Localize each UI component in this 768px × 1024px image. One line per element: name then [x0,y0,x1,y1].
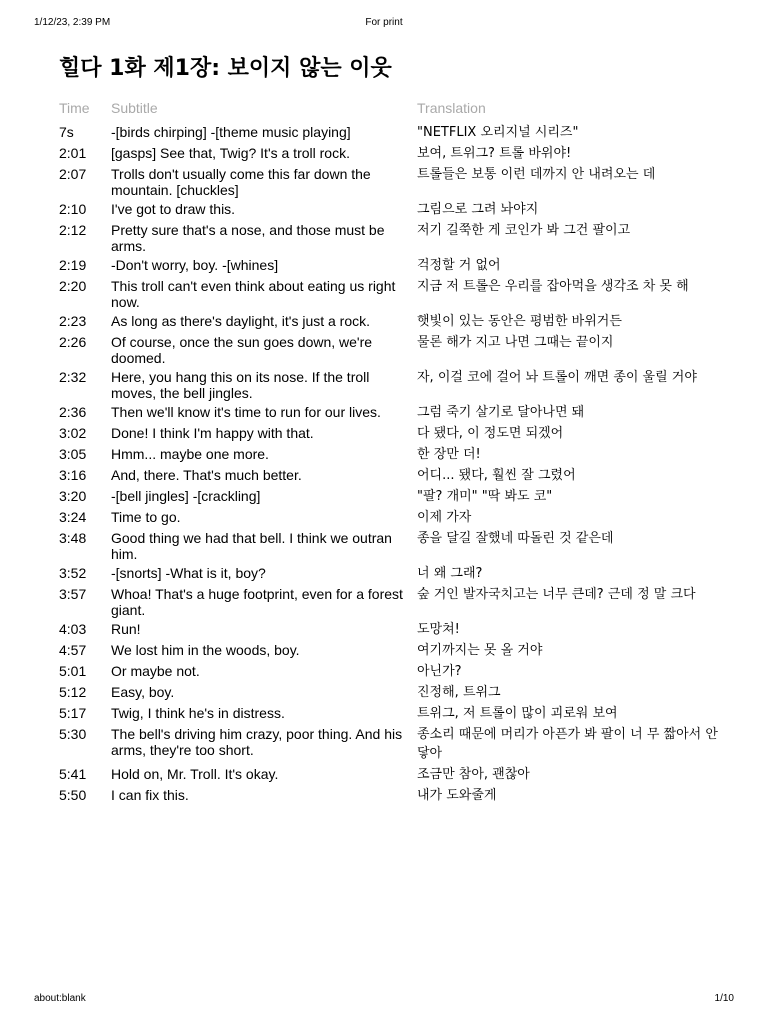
table-row [59,682,719,703]
time-cell: 3:05 [59,446,87,462]
subtitle-cell: Run! [111,621,141,637]
subtitle-cell: Good thing we had that bell. I think we outran him. [111,530,392,562]
print-url: about:blank [34,993,86,1004]
subtitle-cell: -[birds chirping] -[theme music playing] [111,124,351,140]
table-row [59,724,719,764]
translation-cell: 여기까지는 못 올 거야 [417,643,543,658]
subtitle-cell: Of course, once the sun goes down, we're doomed. [111,334,373,366]
time-cell: 2:07 [59,166,87,182]
subtitle-cell: I've got to draw this. [111,201,236,217]
subtitle-cell: We lost him in the woods, boy. [111,642,300,658]
table-row [59,465,719,486]
table-row [59,255,719,276]
table-row [59,276,719,311]
time-cell: 5:41 [59,766,87,782]
table-row [59,199,719,220]
subtitle-cell: -[snorts] -What is it, boy? [111,565,266,581]
subtitle-cell: Twig, I think he's in distress. [111,705,285,721]
translation-cell: 트위그, 저 트롤이 많이 괴로워 보여 [417,706,618,721]
time-cell: 3:52 [59,565,87,581]
time-cell: 2:26 [59,334,87,350]
subtitle-table [59,100,719,806]
time-cell: 3:16 [59,467,87,483]
time-cell: 4:57 [59,642,87,658]
print-datetime: 1/12/23, 2:39 PM [34,17,111,28]
translation-cell: 어디... 됐다, 훨씬 잘 그렸어 [417,468,576,483]
table-row [59,785,719,806]
translation-cell: 너 왜 그래? [417,566,483,581]
translation-cell: 햇빛이 있는 동안은 평범한 바위거든 [417,314,622,329]
time-cell: 2:12 [59,222,87,238]
subtitle-cell: Time to go. [111,509,181,525]
time-cell: 3:20 [59,488,87,504]
time-cell: 2:01 [59,145,87,161]
column-header-translation: Translation [417,100,486,116]
translation-cell: 숲 거인 발자국치고는 너무 큰데? 근데 정 말 크다 [417,587,696,602]
translation-cell: 종을 달길 잘했네 따돌린 것 같은데 [417,531,614,546]
table-row [59,402,719,423]
time-cell: 2:19 [59,257,87,273]
table-row [59,563,719,584]
time-cell: 2:32 [59,369,87,385]
subtitle-cell: Hmm... maybe one more. [111,446,269,462]
table-row [59,584,719,619]
time-cell: 3:24 [59,509,87,525]
subtitle-cell: Easy, boy. [111,684,175,700]
subtitle-cell: Done! I think I'm happy with that. [111,425,314,441]
translation-cell: 트롤들은 보통 이런 데까지 안 내려오는 데 [417,167,656,182]
document-title: 힐다 1화 제1장: 보이지 않는 이웃 [59,56,392,81]
translation-cell: 한 장만 더! [417,447,481,462]
column-header-subtitle: Subtitle [111,100,158,116]
time-cell: 3:57 [59,586,87,602]
print-page-number: 1/10 [714,993,734,1004]
subtitle-cell: As long as there's daylight, it's just a rock. [111,313,371,329]
column-header-time: Time [59,100,90,116]
time-cell: 5:17 [59,705,87,721]
table-row [59,528,719,563]
subtitle-cell: Hold on, Mr. Troll. It's okay. [111,766,279,782]
table-row [59,220,719,255]
time-cell: 3:02 [59,425,87,441]
subtitle-cell: Then we'll know it's time to run for our lives. [111,404,381,420]
subtitle-cell: Trolls don't usually come this far down the mountain. [chuckles] [111,166,371,198]
table-row [59,444,719,465]
print-page-title: For print [365,17,403,28]
time-cell: 2:10 [59,201,87,217]
translation-cell: "NETFLIX 오리지널 시리즈" [417,125,579,140]
translation-cell: "팔? 개미" "딱 봐도 코" [417,489,553,504]
subtitle-cell: -Don't worry, boy. -[whines] [111,257,279,273]
subtitle-cell: [gasps] See that, Twig? It's a troll rock. [111,145,350,161]
table-row [59,423,719,444]
translation-cell: 진정해, 트위그 [417,685,501,700]
print-header [34,17,734,31]
translation-cell: 조금만 참아, 괜찮아 [417,767,530,782]
translation-cell: 그림으로 그려 놔야지 [417,202,539,217]
subtitle-cell: Pretty sure that's a nose, and those must be arms. [111,222,385,254]
time-cell: 5:01 [59,663,87,679]
table-header-row [59,100,719,122]
time-cell: 2:36 [59,404,87,420]
subtitle-cell: Whoa! That's a huge footprint, even for a forest giant. [111,586,403,618]
translation-cell: 아닌가? [417,664,462,679]
subtitle-cell: I can fix this. [111,787,189,803]
translation-cell: 종소리 때문에 머리가 아픈가 봐 팔이 너 무 짧아서 안 닿아 [417,727,718,761]
subtitle-cell: -[bell jingles] -[crackling] [111,488,261,504]
table-row [59,661,719,682]
print-footer [34,993,734,1007]
table-row [59,367,719,402]
translation-cell: 이제 가자 [417,510,472,525]
table-row [59,764,719,785]
table-row [59,640,719,661]
time-cell: 5:50 [59,787,87,803]
translation-cell: 걱정할 거 없어 [417,258,501,273]
time-cell: 3:48 [59,530,87,546]
time-cell: 5:12 [59,684,87,700]
table-row [59,143,719,164]
table-row [59,122,719,143]
time-cell: 7s [59,124,74,140]
translation-cell: 저기 길쭉한 게 코인가 봐 그건 팔이고 [417,223,631,238]
translation-cell: 내가 도와줄게 [417,788,497,803]
time-cell: 2:20 [59,278,87,294]
subtitle-cell: Here, you hang this on its nose. If the troll moves, the bell jingles. [111,369,370,401]
translation-cell: 자, 이걸 코에 걸어 놔 트롤이 깨면 종이 울릴 거야 [417,370,697,385]
table-row [59,486,719,507]
time-cell: 4:03 [59,621,87,637]
translation-cell: 지금 저 트롤은 우리를 잡아먹을 생각조 차 못 해 [417,279,689,294]
translation-cell: 물론 해가 지고 나면 그때는 끝이지 [417,335,614,350]
table-row [59,703,719,724]
table-row [59,619,719,640]
table-row [59,332,719,367]
subtitle-cell: The bell's driving him crazy, poor thing. And his arms, they're too short. [111,726,403,758]
table-row [59,507,719,528]
table-row [59,164,719,199]
subtitle-cell: Or maybe not. [111,663,200,679]
translation-cell: 다 됐다, 이 정도면 되겠어 [417,426,564,441]
table-row [59,311,719,332]
time-cell: 5:30 [59,726,87,742]
translation-cell: 보여, 트위그? 트롤 바위야! [417,146,572,161]
time-cell: 2:23 [59,313,87,329]
translation-cell: 그럼 죽기 살기로 달아나면 돼 [417,405,585,420]
subtitle-cell: This troll can't even think about eating us right now. [111,278,396,310]
subtitle-cell: And, there. That's much better. [111,467,302,483]
translation-cell: 도망쳐! [417,622,460,637]
